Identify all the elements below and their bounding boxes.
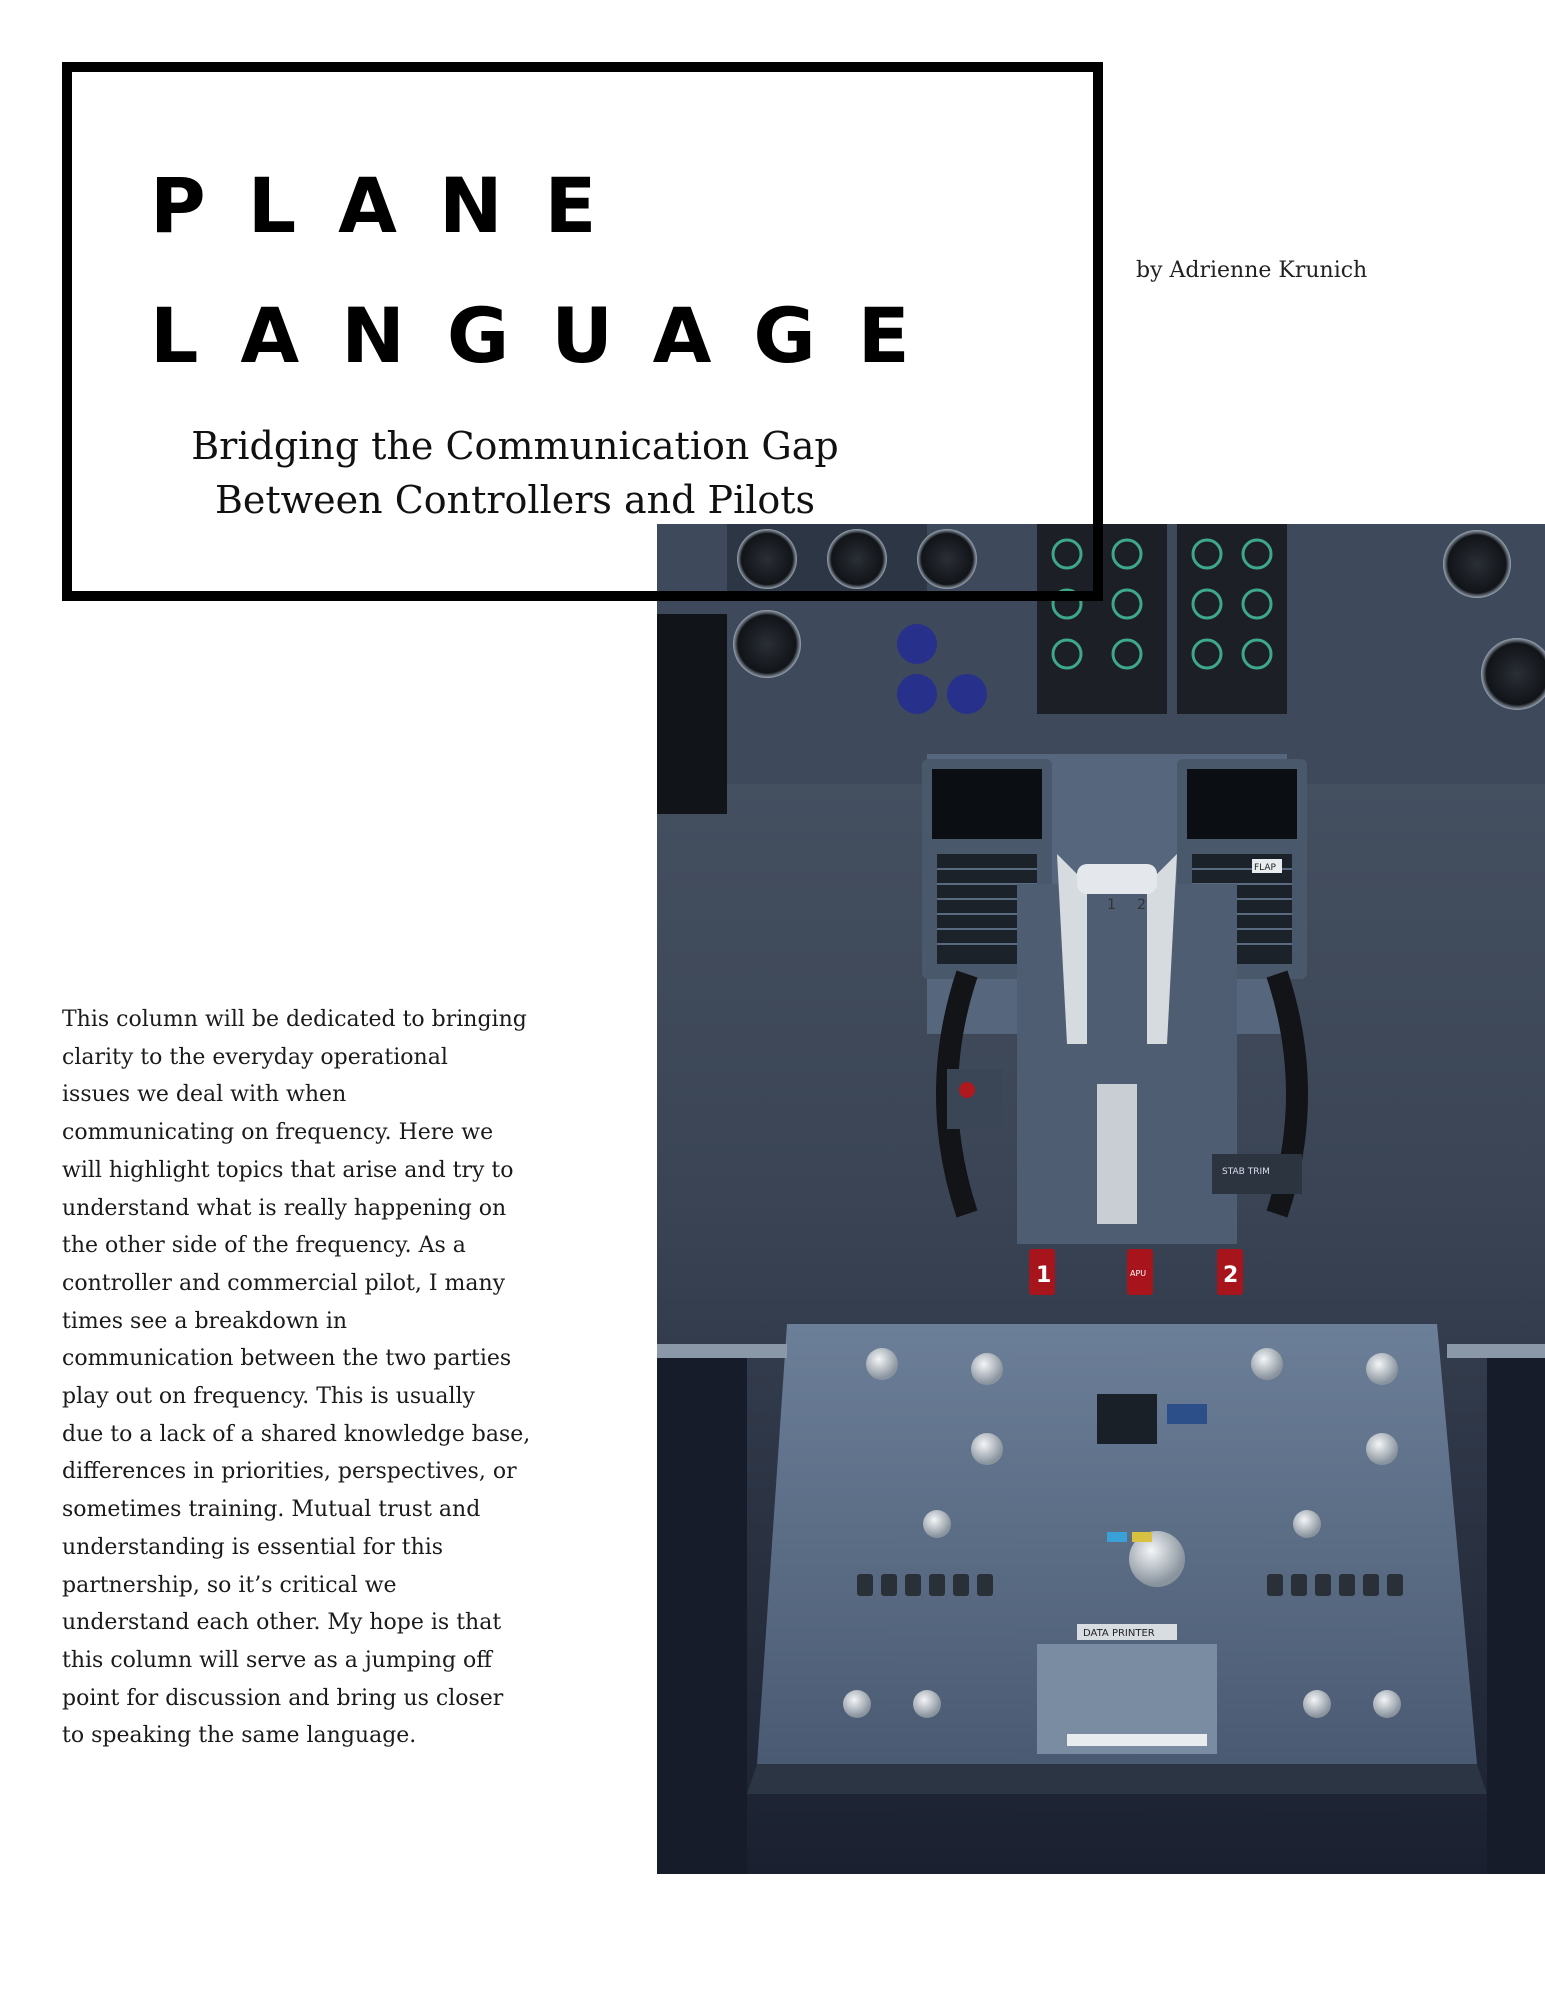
- paragraph-line: to speaking the same language.: [62, 1723, 417, 1749]
- paragraph-line: communication between the two parties: [62, 1346, 512, 1372]
- page-title-line-1: PLANE: [150, 161, 639, 250]
- paragraph-line: point for discussion and bring us closer: [62, 1685, 504, 1711]
- engine-2-handle-label: 2: [1223, 1263, 1239, 1288]
- engine-1-handle-label: 1: [1036, 1263, 1052, 1288]
- flap-label: FLAP: [1254, 863, 1276, 873]
- author-byline: by Adrienne Krunich: [1136, 258, 1368, 283]
- paragraph-line: play out on frequency. This is usually: [62, 1384, 475, 1410]
- engine-2-lever-label: 2: [1137, 897, 1146, 913]
- cockpit-illustration: [657, 524, 1545, 1874]
- paragraph-line: sometimes training. Mutual trust and: [62, 1497, 481, 1523]
- paragraph-line: understand each other. My hope is that: [62, 1610, 502, 1636]
- paragraph-line: differences in priorities, perspectives, or: [62, 1459, 517, 1485]
- paragraph-line: issues we deal with when: [62, 1082, 347, 1108]
- paragraph-line: due to a lack of a shared knowledge base,: [62, 1421, 531, 1447]
- cockpit-photo: [657, 524, 1545, 1874]
- engine-1-lever-label: 1: [1107, 897, 1116, 913]
- paragraph-line: clarity to the everyday operational: [62, 1044, 448, 1070]
- paragraph-line: understand what is really happening on: [62, 1195, 507, 1221]
- stab-trim-label: STAB TRIM: [1222, 1167, 1270, 1177]
- data-printer-label: DATA PRINTER: [1083, 1628, 1155, 1639]
- paragraph-line: will highlight topics that arise and try to: [62, 1157, 514, 1183]
- intro-paragraph: [62, 1001, 562, 1755]
- subtitle-line-1: Bridging the Communication Gap: [191, 424, 839, 468]
- paragraph-line: communicating on frequency. Here we: [62, 1120, 494, 1146]
- apu-handle-label: APU: [1130, 1269, 1147, 1278]
- paragraph-line: times see a breakdown in: [62, 1308, 348, 1334]
- paragraph-line: controller and commercial pilot, I many: [62, 1270, 506, 1296]
- paragraph-line: partnership, so it’s critical we: [62, 1572, 397, 1598]
- page-title-line-2: LANGUAGE: [150, 291, 952, 380]
- paragraph-line: the other side of the frequency. As a: [62, 1233, 466, 1259]
- subtitle-line-2: Between Controllers and Pilots: [214, 478, 816, 522]
- paragraph-line: This column will be dedicated to bringing: [62, 1007, 527, 1032]
- paragraph-line: understanding is essential for this: [62, 1534, 444, 1560]
- paragraph-line: this column will serve as a jumping off: [62, 1647, 492, 1673]
